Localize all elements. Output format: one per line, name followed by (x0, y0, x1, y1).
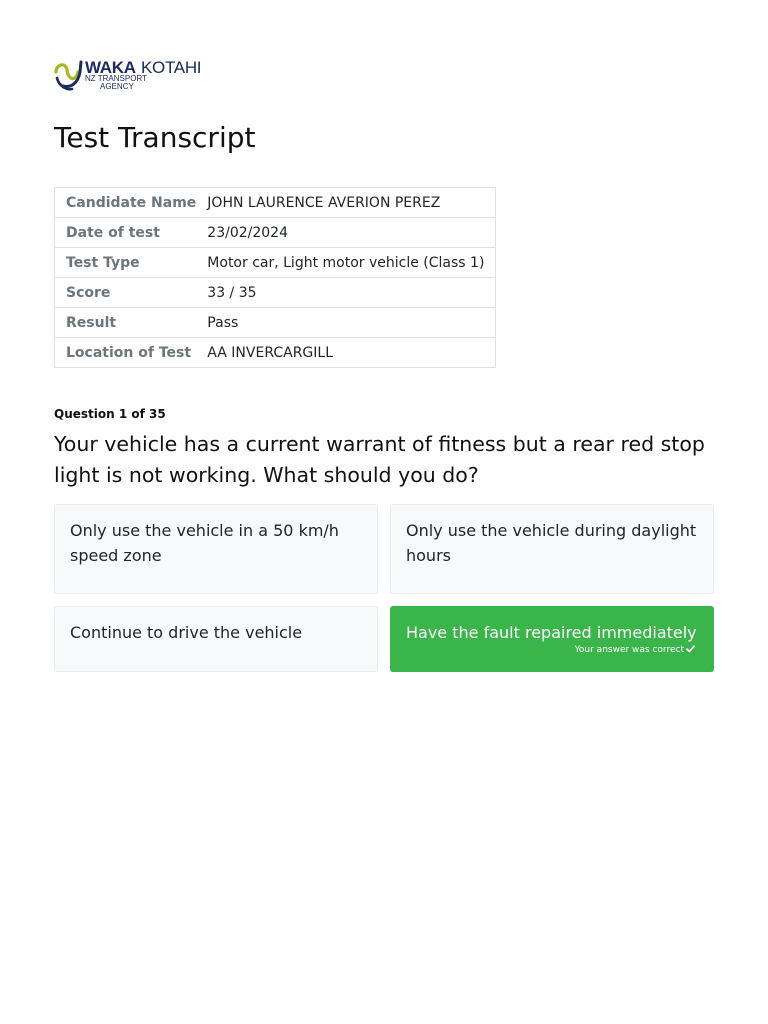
answer-option (54, 606, 378, 672)
answer-text: Only use the vehicle during daylight hours (406, 521, 697, 565)
table-row (55, 308, 496, 338)
logo-subtitle-line1: NZ TRANSPORT (85, 74, 147, 83)
candidate-details-table (54, 187, 496, 368)
logo-brand-bold: WAKA (85, 58, 136, 77)
question-number: Question 1 of 35 (54, 407, 166, 421)
answer-option-correct (390, 606, 714, 672)
answer-text: Continue to drive the vehicle (70, 623, 303, 642)
detail-label: Location of Test (55, 338, 197, 368)
detail-label: Result (55, 308, 197, 338)
detail-label: Date of test (55, 218, 197, 248)
question-text: Your vehicle has a current warrant of fitness but a rear red stop light is not working. What should you do? (54, 432, 705, 487)
detail-value: Pass (196, 308, 496, 338)
answer-option (54, 504, 378, 594)
table-row (55, 338, 496, 368)
transcript-page (54, 58, 714, 655)
table-row (55, 218, 496, 248)
detail-label: Test Type (55, 248, 197, 278)
answer-text: Have the fault repaired immediately (406, 623, 697, 642)
answer-option (390, 504, 714, 594)
detail-label: Score (55, 278, 197, 308)
logo-brand-light: KOTAHI (141, 58, 202, 77)
correct-note-text: Your answer was correct (574, 645, 684, 655)
waka-kotahi-logo (54, 58, 204, 94)
check-icon (686, 645, 695, 656)
detail-value: 23/02/2024 (196, 218, 496, 248)
detail-value: Motor car, Light motor vehicle (Class 1) (196, 248, 496, 278)
detail-value: 33 / 35 (196, 278, 496, 308)
answer-text: Only use the vehicle in a 50 km/h speed zone (70, 521, 339, 565)
waka-kotahi-logo-mark (54, 58, 84, 92)
detail-value: JOHN LAURENCE AVERION PEREZ (196, 188, 496, 218)
detail-label: Candidate Name (55, 188, 197, 218)
logo-subtitle-line2: AGENCY (100, 82, 134, 91)
correct-answer-note (575, 645, 695, 656)
table-row (55, 188, 496, 218)
detail-value: AA INVERCARGILL (196, 338, 496, 368)
page-title: Test Transcript (54, 121, 256, 154)
table-row (55, 248, 496, 278)
table-row (55, 278, 496, 308)
